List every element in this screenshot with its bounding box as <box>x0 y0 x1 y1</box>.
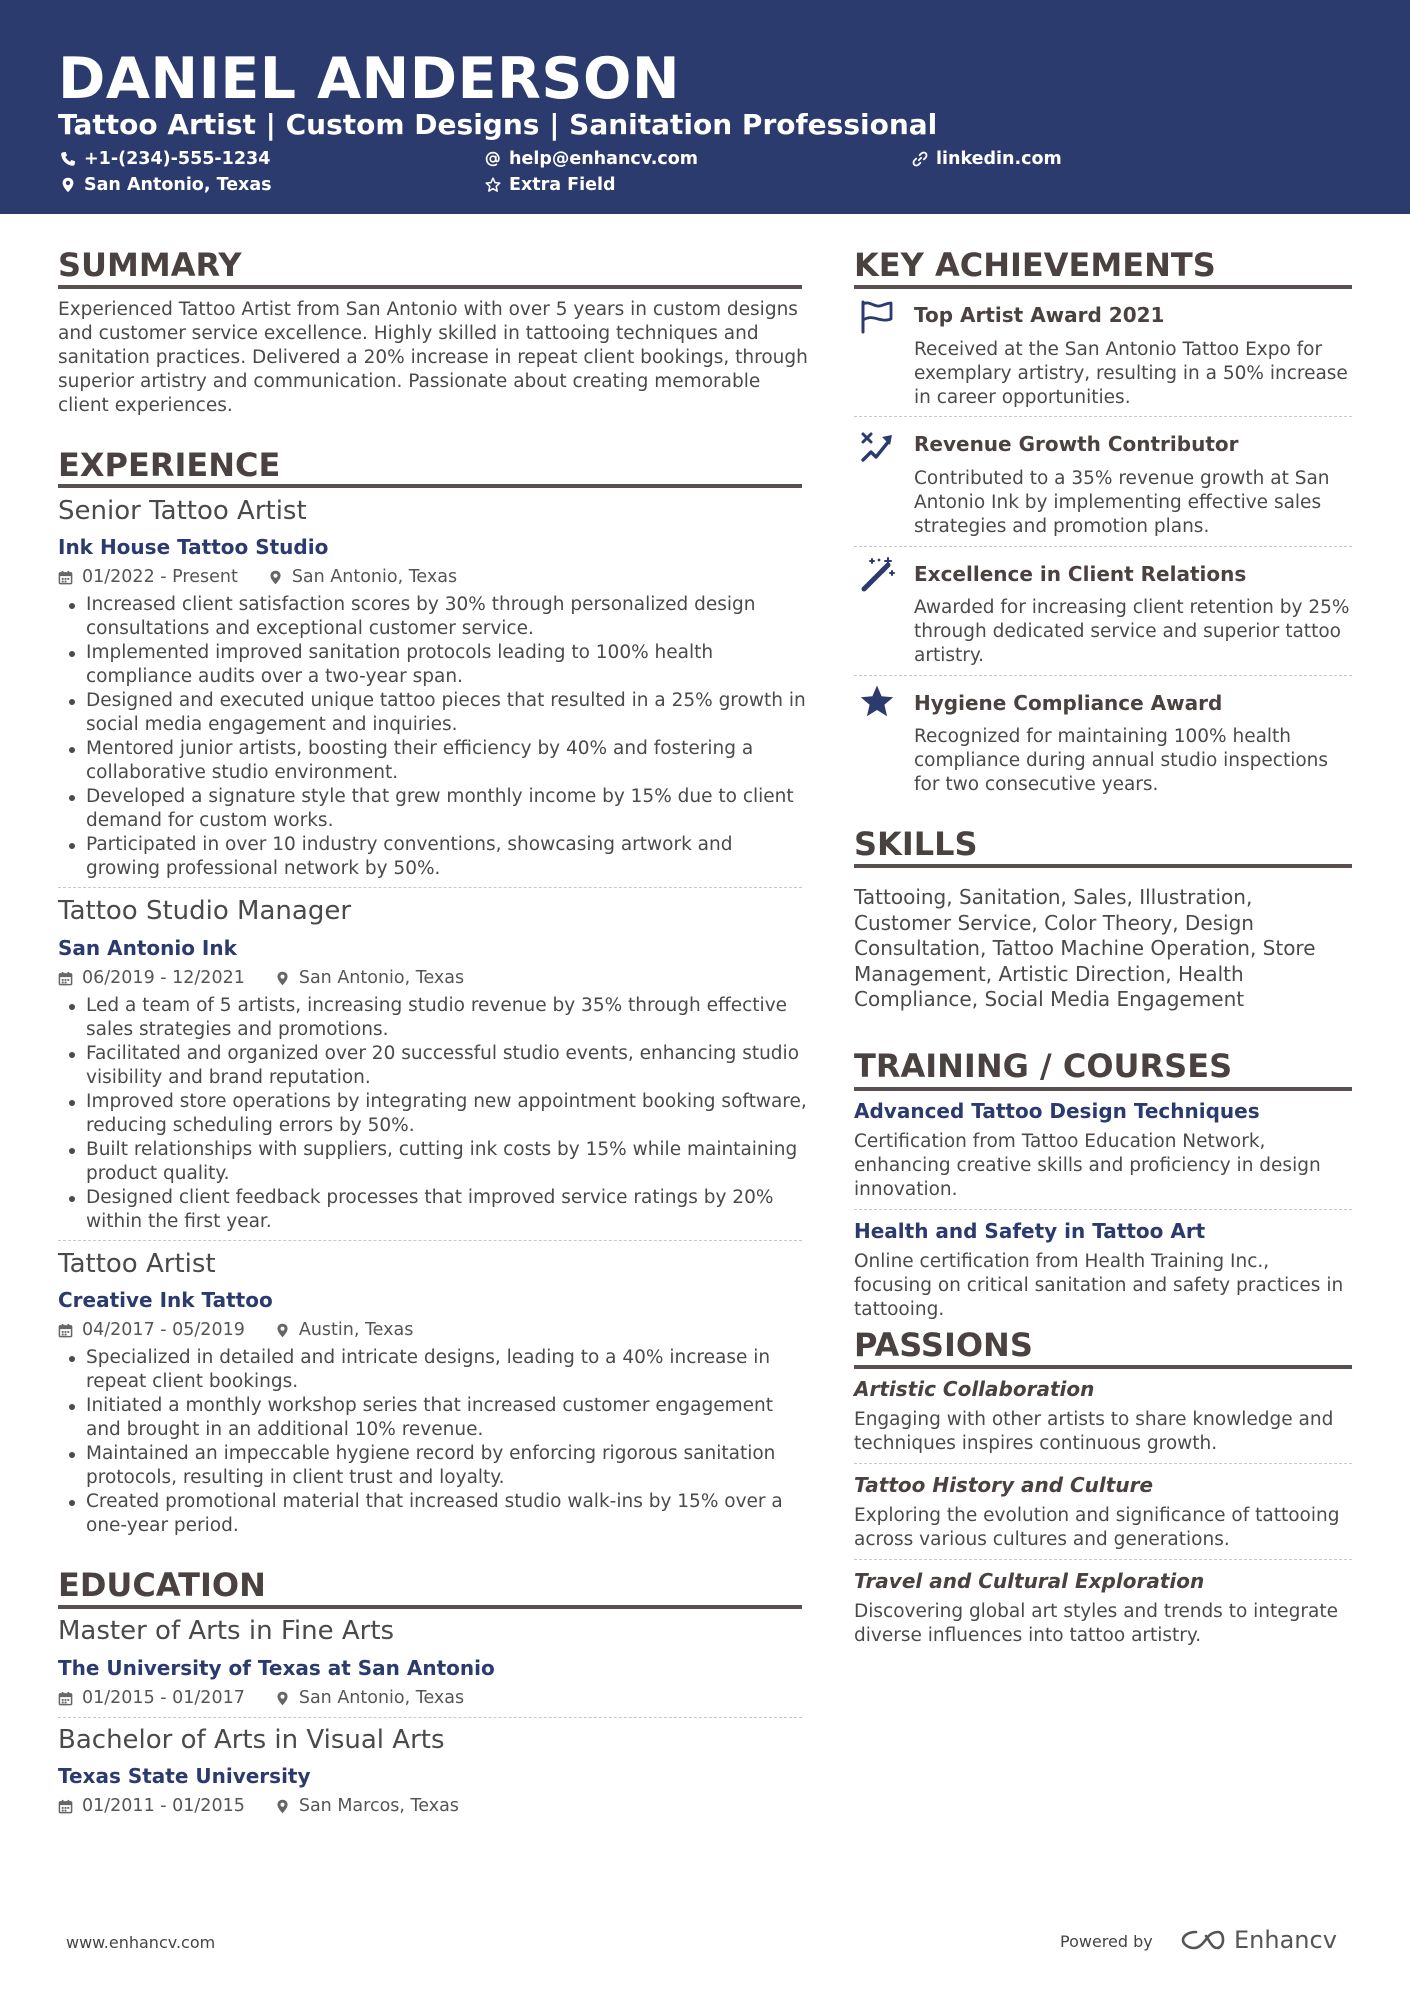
calendar-icon <box>58 1799 73 1814</box>
achievement-4-text: Recognized for maintaining 100% health compliance during annual studio inspections for two consecutive years. <box>914 726 1329 795</box>
list-item: Implemented improved sanitation protocols leading to 100% health compliance audits over a two-year span. <box>68 641 808 689</box>
job-2-company: San Antonio Ink <box>58 936 237 960</box>
achievements-rule <box>854 285 1352 289</box>
job-1-company: Ink House Tattoo Studio <box>58 535 329 559</box>
job-3-dates: 04/2017 - 05/2019 <box>82 1320 245 1340</box>
list-item: Specialized in detailed and intricate designs, leading to a 40% increase in repeat client bookings. <box>68 1346 808 1394</box>
list-item: Built relationships with suppliers, cutting ink costs by 15% while maintaining product quality. <box>68 1138 808 1186</box>
divider <box>854 1463 1352 1464</box>
job-2-location: San Antonio, Texas <box>298 968 465 988</box>
course-1-title: Advanced Tattoo Design Techniques <box>854 1099 1260 1123</box>
course-2-text: Online certification from Health Training Inc., focusing on critical sanitation and safety practices in tattooing. <box>854 1251 1344 1320</box>
at-icon <box>485 151 501 167</box>
passions-heading: PASSIONS <box>854 1326 1033 1364</box>
education-2-location-wrap <box>275 1795 459 1817</box>
education-1-degree: Master of Arts in Fine Arts <box>58 1616 395 1646</box>
contact-email[interactable] <box>485 147 698 171</box>
job-2-location-wrap <box>275 967 464 989</box>
job-2-bullets <box>68 994 808 1234</box>
link-icon <box>912 151 928 167</box>
phone-icon <box>60 151 76 167</box>
list-item: Improved store operations by integrating new appointment booking software, reducing scheduling errors by 50%. <box>68 1090 808 1138</box>
candidate-name: DANIEL ANDERSON <box>58 46 681 112</box>
passion-2-text: Exploring the evolution and significance of tattooing across various cultures and generations. <box>854 1505 1340 1550</box>
experience-heading: EXPERIENCE <box>58 446 281 484</box>
flag-icon <box>858 298 896 336</box>
list-item: Maintained an impeccable hygiene record by enforcing rigorous sanitation protocols, resulting in client trust and loyalty. <box>68 1442 808 1490</box>
list-item: Designed client feedback processes that improved service ratings by 20% within the first year. <box>68 1186 808 1234</box>
passion-1-title: Artistic Collaboration <box>854 1377 1095 1401</box>
achievement-3-title: Excellence in Client Relations <box>914 562 1247 586</box>
footer-website[interactable]: www.enhancv.com <box>66 1933 216 1952</box>
list-item: Created promotional material that increased studio walk-ins by 15% over a one-year period. <box>68 1490 808 1538</box>
extra-field-text: Extra Field <box>509 175 616 195</box>
summary-heading: SUMMARY <box>58 246 242 284</box>
skills-heading: SKILLS <box>854 825 978 863</box>
list-item: Developed a signature style that grew monthly income by 15% due to client demand for custom works. <box>68 785 808 833</box>
training-rule <box>854 1087 1352 1091</box>
list-item: Designed and executed unique tattoo pieces that resulted in a 25% growth in social media engagement and inquiries. <box>68 689 808 737</box>
calendar-icon <box>58 570 73 585</box>
star-icon <box>858 683 896 721</box>
passion-3-title: Travel and Cultural Exploration <box>854 1569 1205 1593</box>
passion-3-text: Discovering global art styles and trends to integrate diverse influences into tattoo artistry. <box>854 1601 1338 1646</box>
email-text: help@enhancv.com <box>509 149 699 169</box>
candidate-headline: Tattoo Artist | Custom Designs | Sanitation Professional <box>58 108 938 141</box>
divider <box>58 887 802 888</box>
job-1-location-wrap <box>268 566 457 588</box>
calendar-icon <box>58 1691 73 1706</box>
summary-rule <box>58 285 802 289</box>
location-pin-icon <box>275 1691 290 1706</box>
contact-website[interactable] <box>912 147 1062 171</box>
resume-header <box>0 0 1410 214</box>
course-1-text: Certification from Tattoo Education Network, enhancing creative skills and proficiency in design innovation. <box>854 1131 1321 1200</box>
skills-rule <box>854 864 1352 868</box>
job-3-meta <box>58 1319 413 1341</box>
job-3-location-wrap <box>275 1319 414 1341</box>
education-1-location-wrap <box>275 1687 464 1709</box>
achievement-3-text: Awarded for increasing client retention by 25% through dedicated service and superior tattoo artistry. <box>914 597 1350 666</box>
job-1-meta <box>58 566 457 588</box>
job-1-dates: 01/2022 - Present <box>82 567 238 587</box>
achievement-1-title: Top Artist Award 2021 <box>914 303 1165 327</box>
skills-text: Tattooing, Sanitation, Sales, Illustration, Customer Service, Color Theory, Design Consultation, Tattoo Machine Operation, Store Management, Artistic Direction, Health Compliance, Social Media Engagement <box>854 885 1316 1011</box>
summary-text: Experienced Tattoo Artist from San Antonio with over 5 years in custom designs and customer service excellence. Highly skilled in tattooing techniques and sanitation practices. Delivered a 20% increase in repeat client bookings, through superior artistry and communication. Passionate about creating memorable client experiences. <box>58 299 808 416</box>
job-3-bullets <box>68 1346 808 1538</box>
education-rule <box>58 1605 802 1609</box>
education-2-location: San Marcos, Texas <box>298 1796 459 1816</box>
contact-phone[interactable] <box>60 147 270 171</box>
education-2-meta <box>58 1795 459 1817</box>
list-item: Increased client satisfaction scores by 30% through personalized design consultations and exceptional customer service. <box>68 593 808 641</box>
job-2-role: Tattoo Studio Manager <box>58 896 352 926</box>
education-1-school: The University of Texas at San Antonio <box>58 1656 495 1680</box>
job-3-company: Creative Ink Tattoo <box>58 1288 273 1312</box>
enhancv-logo-text: Enhancv <box>1234 1926 1337 1954</box>
phone-text: +1-(234)-555-1234 <box>84 149 271 169</box>
website-text: linkedin.com <box>936 149 1062 169</box>
passion-2-title: Tattoo History and Culture <box>854 1473 1154 1497</box>
divider <box>58 1240 802 1241</box>
list-item: Facilitated and organized over 20 successful studio events, enhancing studio visibility and brand reputation. <box>68 1042 808 1090</box>
enhancv-logo-icon <box>1180 1927 1226 1953</box>
location-pin-icon <box>275 971 290 986</box>
job-2-dates: 06/2019 - 12/2021 <box>82 968 245 988</box>
divider <box>854 1209 1352 1210</box>
job-1-bullets <box>68 593 808 881</box>
experience-rule <box>58 484 802 488</box>
achievement-2-text: Contributed to a 35% revenue growth at San Antonio Ink by implementing effective sales strategies and promotion plans. <box>914 468 1330 537</box>
list-item: Led a team of 5 artists, increasing studio revenue by 35% through effective sales strategies and promotions. <box>68 994 808 1042</box>
passion-1-text: Engaging with other artists to share knowledge and techniques inspires continuous growth. <box>854 1409 1334 1454</box>
star-outline-icon <box>485 177 501 193</box>
education-1-location: San Antonio, Texas <box>298 1688 465 1708</box>
job-2-meta <box>58 967 464 989</box>
achievement-1-text: Received at the San Antonio Tattoo Expo for exemplary artistry, resulting in a 50% increase in career opportunities. <box>914 339 1348 408</box>
education-1-dates: 01/2015 - 01/2017 <box>82 1688 245 1708</box>
job-1-location: San Antonio, Texas <box>291 567 458 587</box>
contact-extra <box>485 173 616 197</box>
location-pin-icon <box>275 1799 290 1814</box>
location-pin-icon <box>268 570 283 585</box>
contact-location <box>60 173 272 197</box>
education-2-school: Texas State University <box>58 1764 311 1788</box>
job-3-role: Tattoo Artist <box>58 1249 216 1279</box>
location-pin-icon <box>60 177 76 193</box>
divider <box>854 675 1352 676</box>
footer-powered-by: Powered by <box>1060 1932 1153 1951</box>
growth-arrow-icon <box>858 427 896 465</box>
location-text: San Antonio, Texas <box>84 175 272 195</box>
list-item: Initiated a monthly workshop series that increased customer engagement and brought in an additional 10% revenue. <box>68 1394 808 1442</box>
calendar-icon <box>58 971 73 986</box>
location-pin-icon <box>275 1323 290 1338</box>
achievements-heading: KEY ACHIEVEMENTS <box>854 246 1216 284</box>
divider <box>854 1559 1352 1560</box>
training-heading: TRAINING / COURSES <box>854 1047 1233 1085</box>
list-item: Mentored junior artists, boosting their efficiency by 40% and fostering a collaborative studio environment. <box>68 737 808 785</box>
course-2-title: Health and Safety in Tattoo Art <box>854 1219 1206 1243</box>
divider <box>854 416 1352 417</box>
education-2-degree: Bachelor of Arts in Visual Arts <box>58 1725 445 1755</box>
achievement-2-title: Revenue Growth Contributor <box>914 432 1239 456</box>
list-item: Participated in over 10 industry conventions, showcasing artwork and growing professional network by 50%. <box>68 833 808 881</box>
divider <box>854 546 1352 547</box>
education-1-meta <box>58 1687 464 1709</box>
calendar-icon <box>58 1323 73 1338</box>
job-3-location: Austin, Texas <box>298 1320 414 1340</box>
education-heading: EDUCATION <box>58 1566 266 1604</box>
job-1-role: Senior Tattoo Artist <box>58 496 307 526</box>
achievement-4-title: Hygiene Compliance Award <box>914 691 1223 715</box>
education-2-dates: 01/2011 - 01/2015 <box>82 1796 245 1816</box>
divider <box>58 1717 802 1718</box>
magic-wand-icon <box>858 555 896 593</box>
enhancv-logo[interactable] <box>1180 1925 1337 1955</box>
passions-rule <box>854 1365 1352 1369</box>
